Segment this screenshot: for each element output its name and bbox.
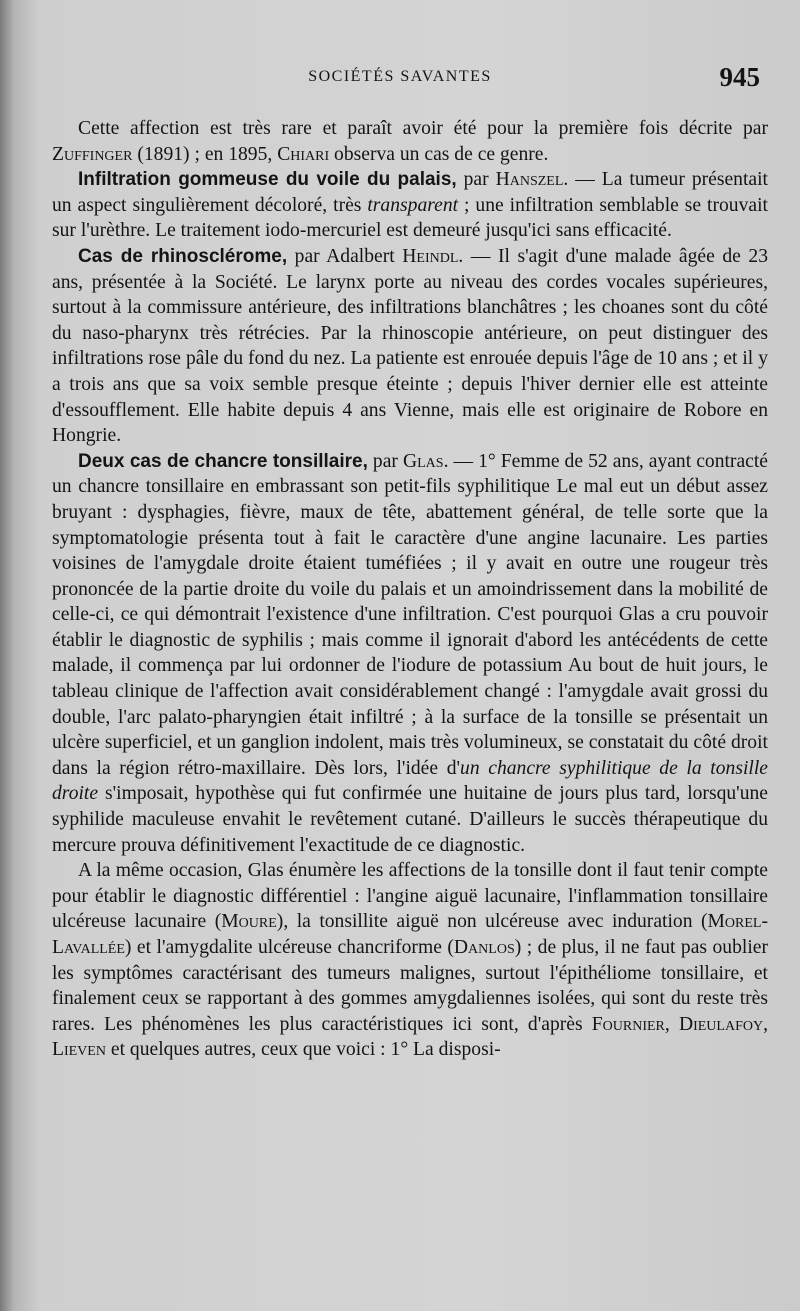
- author-moure: Moure: [221, 911, 277, 933]
- p1-text-a: Cette affection est très rare et paraît avoir été pour la première fois décrite par: [78, 118, 768, 139]
- p4-italic: un chancre syphilitique de la tonsille droite: [52, 757, 768, 805]
- p5-text-b: ), la tonsillite aiguë non ulcéreuse avec induration (: [276, 911, 708, 933]
- page-header: [0, 62, 800, 102]
- author-zuffinger: Zuffinger: [52, 143, 133, 165]
- p1-text-c: observa un cas de ce genre.: [329, 143, 549, 165]
- author-danlos: Danlos: [453, 937, 515, 958]
- p4-text-a: par: [367, 450, 403, 472]
- section-heading-rhinosclerome: Cas de rhinosclérome,: [78, 245, 288, 267]
- p2-text-a: par: [456, 169, 496, 191]
- author-morel-lavallee: Morel-Lavallée: [52, 911, 768, 958]
- paragraph-2: [52, 167, 768, 244]
- p5-text-c: ) et l'amygdalite ulcéreuse chancriforme (: [124, 937, 454, 958]
- section-heading-infiltration: Infiltration gommeuse du voile du palais,: [78, 169, 457, 191]
- section-heading-chancre: Deux cas de chancre tonsillaire,: [78, 450, 368, 472]
- author-hanszel: Hanszel: [495, 169, 564, 191]
- author-glas: Glas: [402, 450, 444, 472]
- author-chiari: Chiari: [277, 143, 330, 165]
- p4-text-b: . — 1° Femme de 52 ans, ayant contracté un chancre tonsillaire en embrassant son petit-fils syphilitique Le mal eut un début assez bruyant : dysphagies, fièvre, maux de tête, abattement général, de telle sorte que la symptomatologie présenta tout à fait le caractère d'une angine lacunaire. Les parties voisines de l'amygdale droite étaient tuméfiées ; il y avait en outre une rougeur très prononcée de la partie droite du voile du palais et un amoindrissement dans la mobilité de celle-ci, ce qui démontrait l'existence d'une infiltration. C'est pourquoi Glas a cru pouvoir établir le diagnostic de syphilis ; mais comme il ignorait d'abord les antécédents de cette malade, il commença par lui ordonner de l'iodure de potassium Au bout de huit jours, le tableau clinique de l'affection avait considérablement changé : l'amygdale avait grossi du double, l'arc palato-pharyngien était infiltré ; à la surface de la tonsille se présentait un ulcère superficiel, et un ganglion indolent, mais très volumineux, se constatait du côté droit dans la région rétro-maxillaire. Dès lors, l'idée d': [52, 450, 768, 779]
- paragraph-1: [52, 116, 768, 167]
- p1-text-b: (1891) ; en 1895,: [132, 143, 278, 165]
- p5-text-e: ,: [664, 1013, 679, 1035]
- p2-text-c: ; une infiltration semblable se trouvait sur l'urèthre. Le traitement iodo-mercuriel est demeuré jusqu'ici sans efficacité.: [52, 194, 768, 242]
- p3-text-b: . — Il s'agit d'une malade âgée de 23 ans, présentée à la Société. Le larynx porte au niveau des cordes vocales supérieures, surtout à la commissure antérieure, des infiltrations blanchâtres ; les choanes sont du côté du naso-pharynx très rétrécies. Par la rhinoscopie antérieure, on peut distinguer des infiltrations rose pâle du fond du nez. La patiente est enrouée depuis l'âge de 10 ans ; et il y a trois ans que sa voix semble presque éteinte ; depuis l'hiver dernier elle est atteinte d'essoufflement. Elle habite depuis 4 ans Vienne, mais elle est originaire de Robore en Hongrie.: [52, 245, 768, 447]
- paragraph-3: [52, 244, 768, 449]
- author-lieven: Lieven: [52, 1039, 106, 1061]
- author-heindl: Heindl: [402, 245, 459, 267]
- running-head: SOCIÉTÉS SAVANTES: [308, 68, 492, 85]
- p5-text-a: A la même occasion, Glas énumère les affections de la tonsille dont il faut tenir compte pour établir le diagnostic différentiel : l'angine aiguë lacunaire, l'inflammation tonsillaire ulcéreuse lacunaire (: [52, 860, 768, 933]
- author-fournier: Fournier: [591, 1013, 665, 1035]
- paragraph-4: [52, 449, 768, 859]
- p5-text-g: et quelques autres, ceux que voici : 1° La disposi-: [105, 1039, 501, 1061]
- paragraph-5: [52, 858, 768, 1063]
- p3-text-a: par Adalbert: [287, 245, 403, 267]
- page-body: [52, 116, 768, 1063]
- page-number: 945: [719, 62, 760, 92]
- p4-text-c: s'imposait, hypothèse qui fut confirmée une huitaine de jours plus tard, lorsqu'une syphilide maculeuse envahit le revêtement cutané. D'ailleurs le succès thérapeutique du mercure prouva définitivement l'exactitude de ce diagnostic.: [52, 783, 768, 856]
- p2-text-b: . — La tumeur présentait un aspect singulièrement décoloré, très: [52, 169, 768, 216]
- p5-text-d: ) ; de plus, il ne faut pas oublier les symptômes caractérisant des tumeurs malignes, surtout l'épithéliome tonsillaire, et finalement ceux se rapportant à des gommes amygdaliennes isolées, qui sont du reste très rares. Les phénomènes les plus caractéristiques ici sont, d'après: [52, 937, 768, 1035]
- p2-italic: transparent: [367, 194, 459, 216]
- p5-text-f: ,: [763, 1013, 768, 1035]
- author-dieulafoy: Dieulafoy: [678, 1013, 764, 1035]
